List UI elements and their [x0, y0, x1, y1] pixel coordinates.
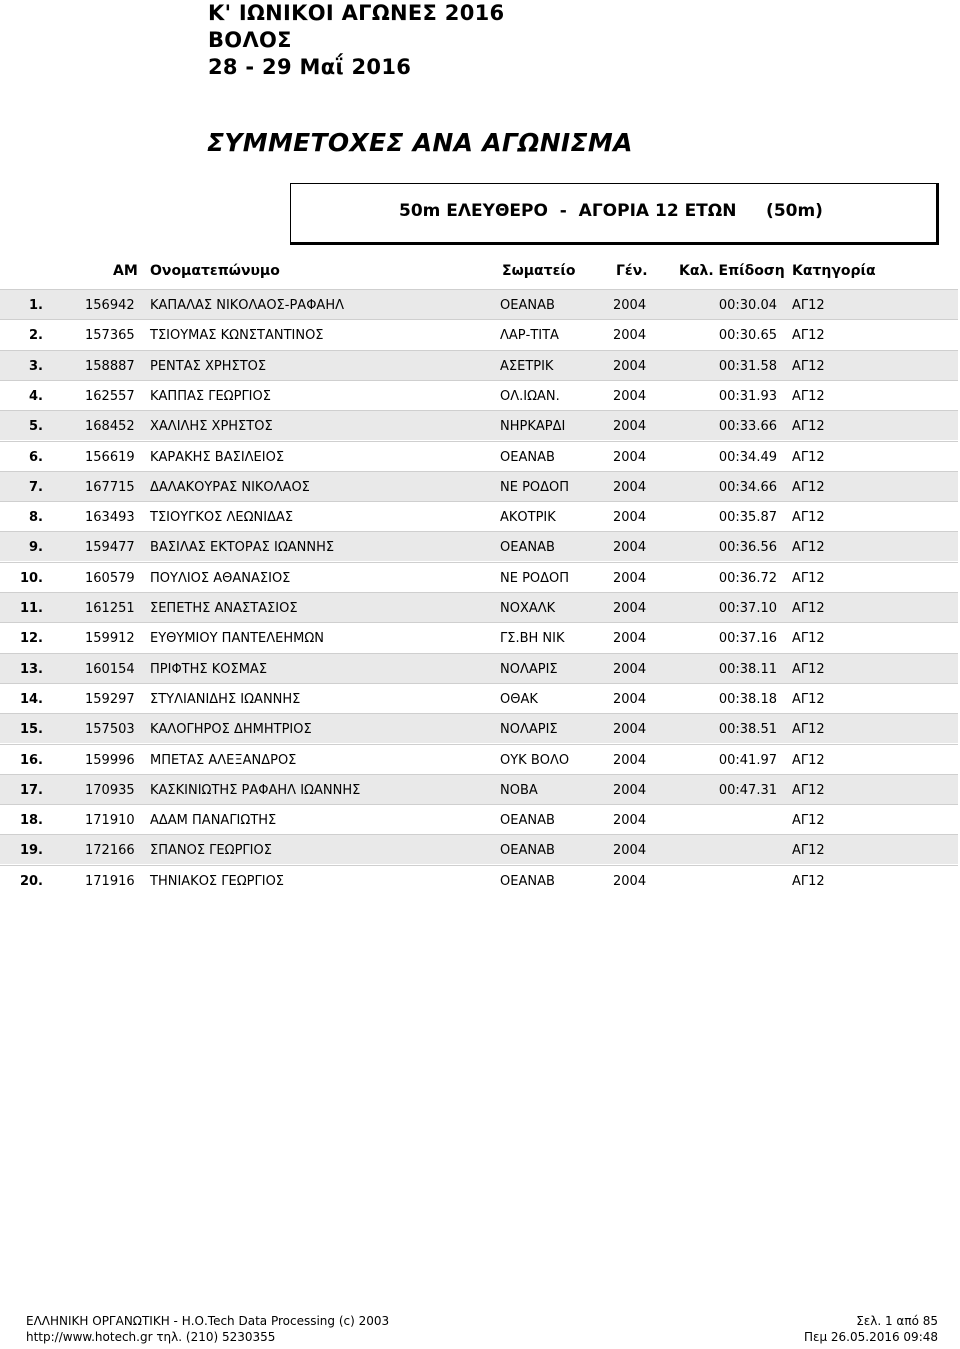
- row-category: ΑΓ12: [792, 540, 825, 556]
- row-name: ΤΣΙΟΥΜΑΣ ΚΩΝΣΤΑΝΤΙΝΟΣ: [150, 328, 324, 344]
- row-year: 2004: [613, 510, 647, 526]
- row-year: 2004: [613, 570, 647, 586]
- row-time: 00:37.10: [718, 601, 777, 616]
- row-position: 15.: [19, 722, 43, 738]
- row-position: 3.: [29, 358, 43, 374]
- row-time: 00:31.93: [718, 388, 777, 404]
- row-time: 00:30.65: [718, 328, 777, 344]
- row-category: ΑΓ12: [792, 570, 825, 586]
- event-name: 50m ΕΛΕΥΘΕΡΟ - ΑΓΟΡΙΑ 12 ΕΤΩΝ (50m): [399, 201, 823, 221]
- col-year: Γέν.: [616, 263, 648, 279]
- row-category: ΑΓ12: [792, 298, 825, 313]
- row-club: ΟΕΑΝΑΒ: [500, 540, 555, 556]
- col-am: ΑΜ: [113, 263, 138, 279]
- row-name: ΜΠΕΤΑΣ ΑΛΕΞΑΝΔΡΟΣ: [150, 752, 297, 768]
- row-time: 00:35.87: [718, 510, 777, 526]
- row-year: 2004: [613, 813, 647, 829]
- row-name: ΤΗΝΙΑΚΟΣ ΓΕΩΡΓΙΟΣ: [150, 873, 285, 889]
- row-club: ΝΕ ΡΟΔΟΠ: [500, 479, 570, 495]
- row-am: 159912: [85, 631, 135, 647]
- table-row: [0, 653, 958, 683]
- row-name: ΣΠΑΝΟΣ ΓΕΩΡΓΙΟΣ: [150, 843, 272, 859]
- row-am: 162557: [85, 388, 135, 404]
- row-name: ΚΑΠΠΑΣ ΓΕΩΡΓΙΟΣ: [150, 388, 271, 404]
- row-club: ΝΟΛΑΡΙΣ: [500, 661, 558, 677]
- table-row: [0, 804, 958, 834]
- col-club: Σωματείο: [502, 263, 576, 279]
- table-row: [0, 531, 958, 561]
- row-name: ΧΑΛΙΛΗΣ ΧΡΗΣΤΟΣ: [150, 419, 273, 435]
- row-time: 00:47.31: [718, 782, 777, 798]
- row-year: 2004: [613, 843, 647, 859]
- table-row: [0, 471, 958, 501]
- row-club: ΟΥΚ ΒΟΛΟ: [500, 752, 570, 768]
- row-year: 2004: [613, 691, 647, 707]
- row-category: ΑΓ12: [792, 449, 825, 465]
- row-am: 159477: [85, 540, 135, 556]
- row-club: ΟΕΑΝΑΒ: [500, 298, 555, 313]
- table-row: [0, 350, 958, 380]
- row-name: ΚΑΡΑΚΗΣ ΒΑΣΙΛΕΙΟΣ: [150, 449, 285, 465]
- footer-company: ΕΛΛΗΝΙΚΗ ΟΡΓΑΝΩΤΙΚΗ - Η.Ο.Tech Data Processing (c) 2003: [26, 1314, 390, 1328]
- row-name: ΡΕΝΤΑΣ ΧΡΗΣΤΟΣ: [150, 358, 267, 374]
- footer-timestamp: Πεμ 26.05.2016 09:48: [803, 1330, 938, 1344]
- table-row: [0, 834, 958, 864]
- row-name: ΔΑΛΑΚΟΥΡΑΣ ΝΙΚΟΛΑΟΣ: [150, 479, 310, 495]
- row-position: 7.: [29, 479, 43, 495]
- row-name: ΣΕΠΕΤΗΣ ΑΝΑΣΤΑΣΙΟΣ: [150, 601, 298, 616]
- row-position: 8.: [29, 510, 43, 526]
- row-position: 6.: [29, 449, 43, 465]
- row-year: 2004: [613, 631, 647, 647]
- row-position: 11.: [19, 601, 43, 616]
- row-category: ΑΓ12: [792, 782, 825, 798]
- row-position: 14.: [19, 691, 43, 707]
- row-club: ΝΟΧΑΛΚ: [500, 601, 556, 616]
- row-time: 00:36.72: [718, 570, 777, 586]
- row-am: 160579: [85, 570, 135, 586]
- row-club: ΛΑΡ-ΤΙΤΑ: [500, 328, 559, 344]
- row-position: 17.: [19, 782, 43, 798]
- table-row: [0, 713, 958, 743]
- competition-venue: ΒΟΛΟΣ: [208, 28, 292, 52]
- row-am: 159996: [85, 752, 135, 768]
- row-time: 00:31.58: [718, 358, 777, 374]
- row-am: 163493: [85, 510, 135, 526]
- table-row: [0, 683, 958, 713]
- row-year: 2004: [613, 752, 647, 768]
- row-year: 2004: [613, 661, 647, 677]
- row-position: 1.: [29, 298, 43, 313]
- table-row: [0, 441, 958, 471]
- row-time: 00:38.18: [718, 691, 777, 707]
- row-category: ΑΓ12: [792, 843, 825, 859]
- page-title: ΣΥΜΜΕΤΟΧΕΣ ΑΝΑ ΑΓΩΝΙΣΜΑ: [207, 128, 633, 157]
- row-name: ΚΑΣΚΙΝΙΩΤΗΣ ΡΑΦΑΗΛ ΙΩΑΝΝΗΣ: [150, 782, 361, 798]
- row-time: 00:34.66: [718, 479, 777, 495]
- row-category: ΑΓ12: [792, 752, 825, 768]
- row-club: ΟΛ.ΙΩΑΝ.: [500, 388, 560, 404]
- row-position: 16.: [19, 752, 43, 768]
- table-row: [0, 744, 958, 774]
- row-time: 00:38.11: [718, 661, 777, 677]
- row-category: ΑΓ12: [792, 722, 825, 738]
- competition-title: Κ' ΙΩΝΙΚΟΙ ΑΓΩΝΕΣ 2016: [208, 1, 505, 25]
- row-category: ΑΓ12: [792, 419, 825, 435]
- row-position: 10.: [19, 570, 43, 586]
- row-category: ΑΓ12: [792, 691, 825, 707]
- row-am: 171916: [85, 873, 135, 889]
- col-category: Κατηγορία: [792, 263, 876, 279]
- row-name: ΑΔΑΜ ΠΑΝΑΓΙΩΤΗΣ: [150, 813, 277, 829]
- row-am: 157365: [85, 328, 135, 344]
- row-club: ΑΣΕΤΡΙΚ: [500, 358, 554, 374]
- row-time: 00:36.56: [718, 540, 777, 556]
- row-year: 2004: [613, 540, 647, 556]
- event-header: [208, 0, 504, 81]
- row-name: ΚΑΠΑΛΑΣ ΝΙΚΟΛΑΟΣ-ΡΑΦΑΗΛ: [150, 298, 344, 313]
- row-name: ΤΣΙΟΥΓΚΟΣ ΛΕΩΝΙΔΑΣ: [150, 510, 294, 526]
- row-club: ΟΕΑΝΑΒ: [500, 813, 555, 829]
- row-category: ΑΓ12: [792, 358, 825, 374]
- row-am: 156942: [85, 298, 135, 313]
- row-am: 172166: [85, 843, 135, 859]
- table-row: [0, 592, 958, 622]
- row-am: 167715: [85, 479, 135, 495]
- row-year: 2004: [613, 873, 647, 889]
- row-club: ΟΕΑΝΑΒ: [500, 873, 555, 889]
- row-position: 20.: [19, 873, 43, 889]
- row-club: ΝΕ ΡΟΔΟΠ: [500, 570, 570, 586]
- row-year: 2004: [613, 722, 647, 738]
- table-row: [0, 622, 958, 652]
- row-time: 00:30.04: [718, 298, 777, 313]
- table-row: [0, 289, 958, 319]
- row-position: 4.: [29, 388, 43, 404]
- row-name: ΣΤΥΛΙΑΝΙΔΗΣ ΙΩΑΝΝΗΣ: [150, 691, 301, 707]
- row-category: ΑΓ12: [792, 510, 825, 526]
- row-category: ΑΓ12: [792, 388, 825, 404]
- row-time: 00:34.49: [718, 449, 777, 465]
- footer-contact: http://www.hotech.gr τηλ. (210) 5230355: [26, 1330, 276, 1344]
- row-year: 2004: [613, 449, 647, 465]
- row-club: ΟΕΑΝΑΒ: [500, 449, 555, 465]
- table-row: [0, 319, 958, 349]
- row-year: 2004: [613, 358, 647, 374]
- row-category: ΑΓ12: [792, 479, 825, 495]
- row-am: 161251: [85, 601, 135, 616]
- row-category: ΑΓ12: [792, 601, 825, 616]
- row-year: 2004: [613, 419, 647, 435]
- row-year: 2004: [613, 782, 647, 798]
- row-position: 12.: [19, 631, 43, 647]
- row-name: ΚΑΛΟΓΗΡΟΣ ΔΗΜΗΤΡΙΟΣ: [150, 722, 312, 738]
- row-year: 2004: [613, 328, 647, 344]
- table-row: [0, 562, 958, 592]
- row-year: 2004: [613, 388, 647, 404]
- row-name: ΕΥΘΥΜΙΟΥ ΠΑΝΤΕΛΕΗΜΩΝ: [150, 631, 324, 647]
- row-position: 9.: [29, 540, 43, 556]
- row-category: ΑΓ12: [792, 873, 825, 889]
- row-club: ΟΘΑΚ: [500, 691, 538, 707]
- row-category: ΑΓ12: [792, 661, 825, 677]
- row-position: 5.: [29, 419, 43, 435]
- row-category: ΑΓ12: [792, 328, 825, 344]
- competition-dates: 28 - 29 Μαΐ 2016: [208, 55, 412, 79]
- table-row: [0, 774, 958, 804]
- row-club: ΑΚΟΤΡΙΚ: [500, 510, 556, 526]
- row-name: ΠΡΙΦΤΗΣ ΚΟΣΜΑΣ: [150, 661, 268, 677]
- row-year: 2004: [613, 298, 647, 313]
- row-am: 171910: [85, 813, 135, 829]
- table-row: [0, 501, 958, 531]
- col-time: Καλ. Επίδοση: [679, 263, 785, 279]
- row-year: 2004: [613, 479, 647, 495]
- row-time: 00:37.16: [718, 631, 777, 647]
- row-club: ΓΣ.ΒΗ ΝΙΚ: [500, 631, 565, 647]
- row-time: 00:38.51: [718, 722, 777, 738]
- row-am: 156619: [85, 449, 135, 465]
- row-am: 159297: [85, 691, 135, 707]
- row-club: ΟΕΑΝΑΒ: [500, 843, 555, 859]
- row-position: 19.: [19, 843, 43, 859]
- row-category: ΑΓ12: [792, 813, 825, 829]
- row-category: ΑΓ12: [792, 631, 825, 647]
- table-row: [0, 380, 958, 410]
- row-position: 18.: [19, 813, 43, 829]
- table-row: [0, 865, 958, 895]
- row-time: 00:33.66: [718, 419, 777, 435]
- row-club: ΝΟΒΑ: [500, 782, 538, 798]
- row-am: 160154: [85, 661, 135, 677]
- row-am: 157503: [85, 722, 135, 738]
- row-club: ΝΗΡΚΑΡΔΙ: [500, 419, 566, 435]
- row-am: 168452: [85, 419, 135, 435]
- event-box: [290, 183, 939, 245]
- row-am: 158887: [85, 358, 135, 374]
- row-year: 2004: [613, 601, 647, 616]
- col-name: Ονοματεπώνυμο: [150, 263, 280, 279]
- row-am: 170935: [85, 782, 135, 798]
- row-name: ΠΟΥΛΙΟΣ ΑΘΑΝΑΣΙΟΣ: [150, 570, 291, 586]
- table-row: [0, 410, 958, 440]
- footer-page-number: Σελ. 1 από 85: [856, 1314, 938, 1328]
- row-position: 2.: [29, 328, 43, 344]
- row-time: 00:41.97: [718, 752, 777, 768]
- row-position: 13.: [19, 661, 43, 677]
- row-club: ΝΟΛΑΡΙΣ: [500, 722, 558, 738]
- row-name: ΒΑΣΙΛΑΣ ΕΚΤΟΡΑΣ ΙΩΑΝΝΗΣ: [150, 540, 335, 556]
